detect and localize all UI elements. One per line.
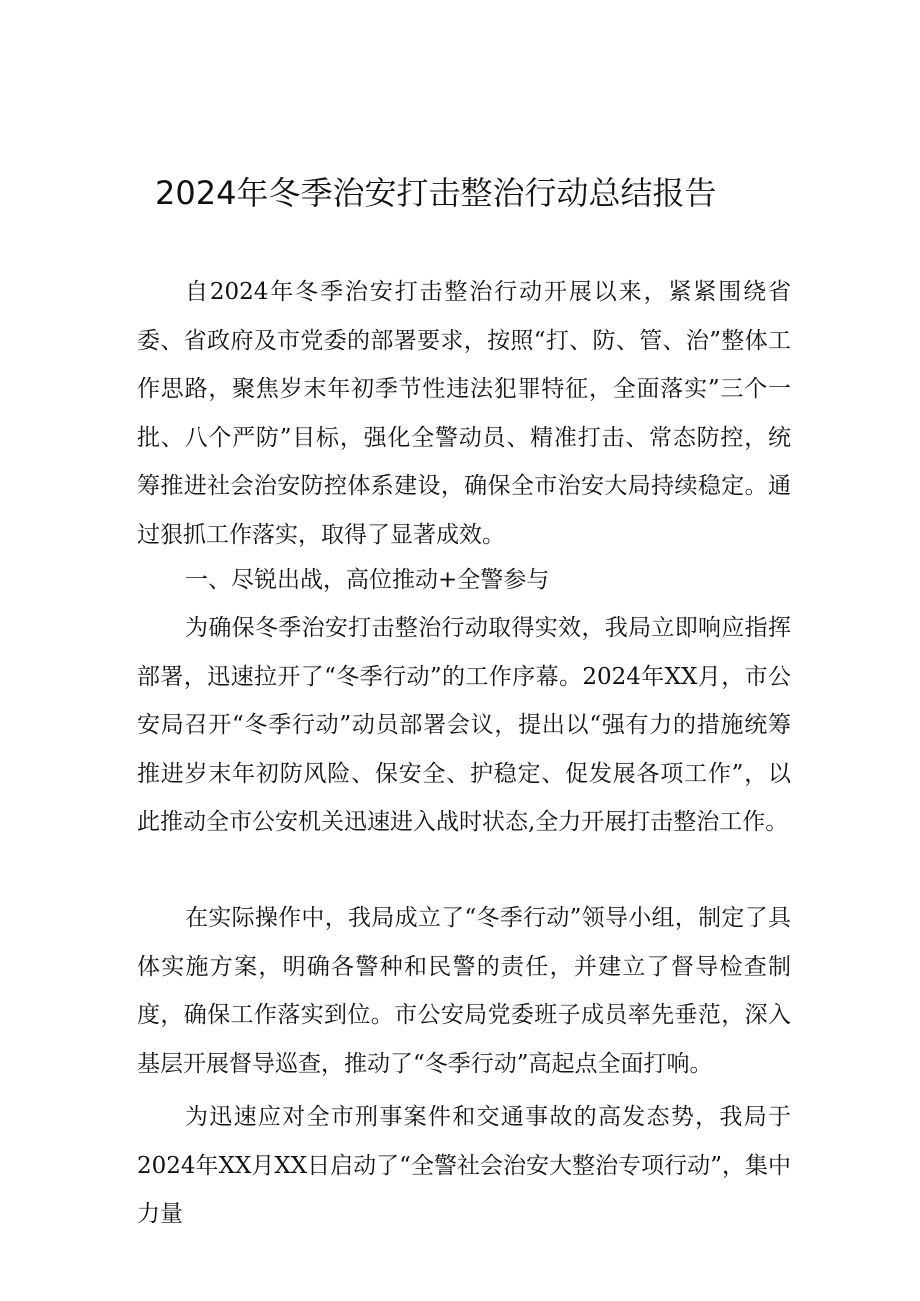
- paragraph-leadership-group: 在实际操作中，我局成立了“冬季行动”领导小组，制定了具体实施方案，明确各警种和民警的责任，并建立了督导检查制度，确保工作落实到位。市公安局党委班子成员率先垂范，深入基层开展督导巡查，推动了“冬季行动”高起点全面打响。: [137, 905, 791, 1077]
- paragraph-intro: 自2024年冬季治安打击整治行动开展以来，紧紧围绕省委、省政府及市党委的部署要求，按照“打、防、管、治”整体工作思路，聚焦岁末年初季节性违法犯罪特征，全面落实”三个一批、八个严防”目标，强化全警动员、精准打击、常态防控，统筹推进社会治安防控体系建设，确保全市治安大局持续稳定。通过狠抓工作落实，取得了显著成效。: [137, 279, 791, 548]
- document-title: 2024年冬季治安打击整治行动总结报告: [155, 174, 717, 212]
- paragraph-deployment: 为确保冬季治安打击整治行动取得实效，我局立即响应指挥部署，迅速拉开了“冬季行动”的工作序幕。2024年XX月，市公安局召开“冬季行动”动员部署会议，提出以“强有力的措施统筹推进岁末年初防风险、保安全、护稳定、促发展各项工作”，以此推动全市公安机关迅速进入战时状态,全力开展打击整治工作。: [137, 615, 791, 835]
- section-heading-1: 一、尽锐出战，高位推动+全警参与: [185, 567, 550, 593]
- paragraph-special-action: 为迅速应对全市刑事案件和交通事故的高发态势，我局于2024年XX月XX日启动了“全警社会治安大整治专项行动”，集中力量: [137, 1104, 791, 1227]
